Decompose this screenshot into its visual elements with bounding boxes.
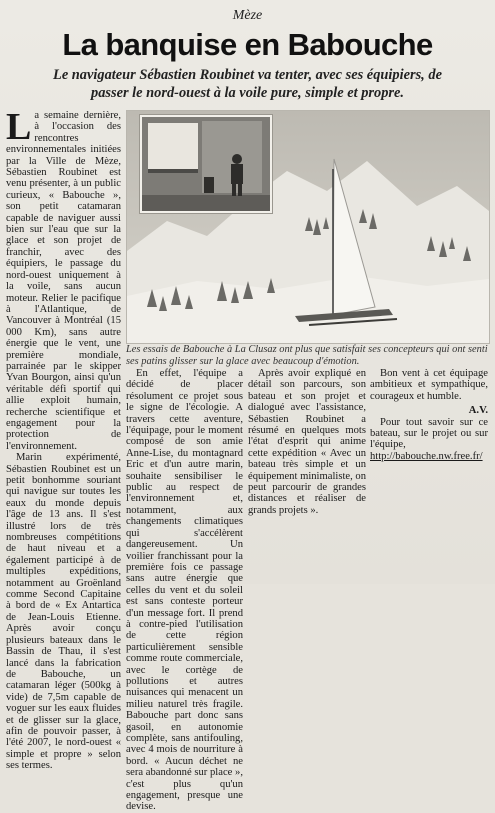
inset-photo-presentation — [140, 115, 272, 213]
footnote-text: Pour tout savoir sur ce bateau, sur le projet ou sur l'équipe, — [370, 416, 488, 451]
article-column-4 — [370, 368, 488, 580]
website-link[interactable]: http://babouche.nw.free.fr/ — [370, 450, 483, 462]
presentation-photo — [142, 117, 270, 211]
paragraph-sailor: Marin expérimenté, Sébastien Roubinet est un petit bonhomme souriant qui navigue sur toutes les eaux du monde depuis l'âge de 13 ans. Il s'est illustré lors de très nombreuses compétitions de haut niveau et a également participé à de multiples expéditions, notamment au Groënland comme Second Capitaine à bord de « Ex Antartica de Jean-Louis Etienne. Après avoir conçu plusieurs bateaux dans le Bassin de Thau, il s'est lancé dans la fabrication de Babouche, un catamaran léger (500kg à vide) de 7,5m capable de voguer sur les eaux fluides et de glisser sur la glace, afin de pouvoir passer, à l'été 2007, le nord-ouest « simple et propre » selon ses termes. — [6, 452, 121, 772]
article-column-1 — [6, 106, 121, 772]
article-column-2 — [126, 368, 243, 813]
article-headline: La banquise en Babouche — [62, 27, 433, 62]
paragraph-intro — [6, 106, 121, 452]
article-lede: Le navigateur Sébastien Roubinet va tenter, avec ses équipiers, de passer le nord-ouest à la voile pure, simple et propre. — [53, 67, 442, 101]
paragraph-intro-text: a semaine dernière, à l'occasion des rencontres environnementales initiées par la Ville de Mèze, Sébastien Roubinet est venu présenter, à un public curieux, « Babouche », son petit catamaran capable de naviguer aussi bien sur l'eau que sur la glace et son projet de franchir, avec des équipiers, le passage du nord-ouest uniquement à la voile, sans aucun moteur. Relier le pacifique à l'Atlantique, de Vancouver à Montréal (15 000 Km), sans autre énergie que le vent, une première mondiale, parrainée par le skipper Yvan Bourgon, ainsi qu'un véritable défi sportif qui allie exploit humain, recherche scientifique et engagement pour la protection de l'environnement. — [6, 110, 121, 452]
paragraph-conclusion: Après avoir expliqué en détail son parcours, son bateau et son projet et dialogué avec l'assistance, Sébastien Roubinet a résumé en quelques mots l'état d'esprit qui anime cette expédition « Avec un bateau très simple et un équipement minimaliste, on peut parcourir de grandes distances et réaliser de grands projets ». — [248, 368, 366, 516]
drop-cap: L — [6, 106, 32, 148]
footnote — [370, 417, 488, 463]
photo-caption: Les essais de Babouche à La Clusaz ont plus que satisfait ses concepteurs qui ont senti ses patins glisser sur la glace avec beaucoup d'émotion. — [126, 344, 488, 367]
paragraph-wishes: Bon vent à cet équipage ambitieux et sympathique, courageux et humble. — [370, 368, 488, 402]
article-column-3 — [248, 368, 366, 580]
article-kicker: Mèze — [232, 8, 263, 23]
author-signature: A.V. — [468, 405, 488, 417]
paragraph-ecology: En effet, l'équipe a décidé de placer résolument ce projet sous le signe de l'écologie. A travers cette aventure, l'équipage, pour le moment composé de son amie Anne-Lise, du montagnard Eric et d'un autre marin, souhaite sensibiliser le public au respect de l'environnement et, notamment, aux changements climatiques qui s'accélèrent dangereusement. Un voilier franchissant pour la première fois ce passage sans autre énergie que celles du vent et du soleil est sans conteste porteur d'un message fort. Il prend à contre-pied l'utilisation de cette région particulièrement sensible comme route commerciale, avec le cortège de pollutions et autres nuisances qui menacent un milieu naturel très fragile. Babouche part donc sans gasoil, en autonomie complète, sans antifouling, avec 4 mois de nourriture à bord. « Aucun déchet ne sera abandonné sur place », c'est plus qu'un engagement, presque une devise. — [126, 368, 243, 813]
